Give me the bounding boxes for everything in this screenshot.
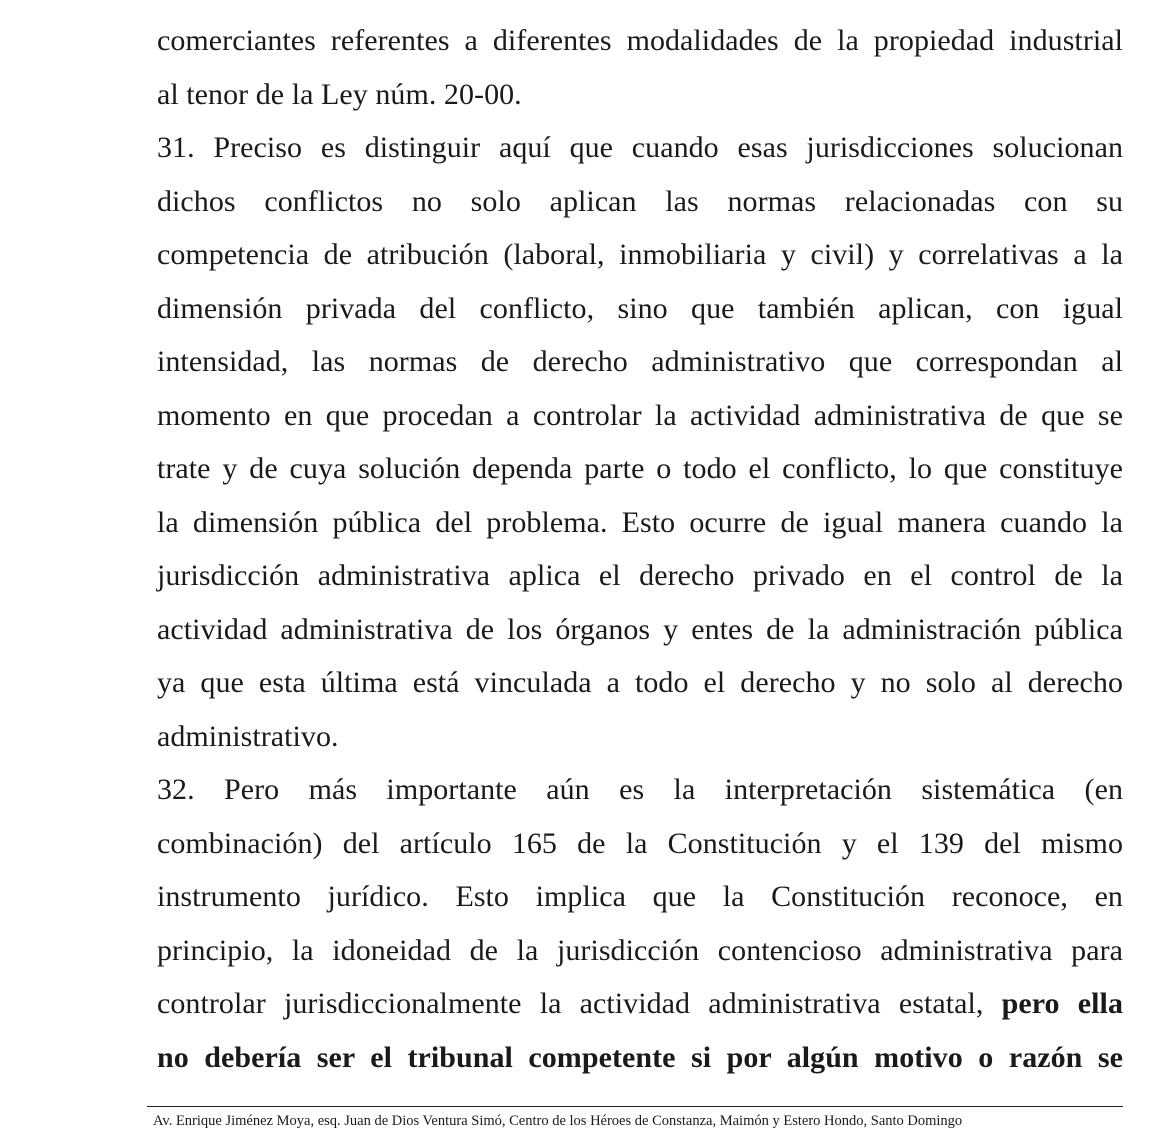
document-body (157, 14, 1123, 1084)
text-line: trate y de cuya solución dependa parte o todo el conflicto, lo que constituye (157, 452, 1123, 485)
paragraph-lines (157, 14, 1123, 977)
text-line: al tenor de la Ley núm. 20-00. (157, 77, 522, 111)
text-line: instrumento jurídico. Esto implica que la Constitución reconoce, en (157, 880, 1123, 913)
text-normal-segment: controlar jurisdiccionalmente la actividad administrativa estatal, (157, 987, 1002, 1020)
text-line: actividad administrativa de los órganos y entes de la administración pública (157, 612, 1123, 646)
text-line: combinación) del artículo 165 de la Constitución y el 139 del mismo (157, 826, 1123, 860)
text-line: dimensión privada del conflicto, sino que también aplican, con igual (157, 291, 1123, 325)
text-line: 31. Preciso es distinguir aquí que cuando esas jurisdicciones solucionan (157, 131, 1123, 164)
footer-address: Av. Enrique Jiménez Moya, esq. Juan de Dios Ventura Simó, Centro de los Héroes de Constanza, Maimón y Estero Hondo, Santo Domingo (153, 1113, 963, 1129)
text-line: principio, la idoneidad de la jurisdicción contencioso administrativa para (157, 933, 1123, 967)
text-line-bold: no debería ser el tribunal competente si por algún motivo o razón se (157, 1040, 1123, 1074)
text-line: ya que esta última está vinculada a todo el derecho y no solo al derecho (157, 666, 1123, 699)
text-line: jurisdicción administrativa aplica el derecho privado en el control de la (157, 559, 1123, 592)
footer-divider (147, 1106, 1123, 1107)
text-line: dichos conflictos no solo aplican las normas relacionadas con su (157, 184, 1123, 218)
text-line: momento en que procedan a controlar la actividad administrativa de que se (157, 398, 1123, 432)
text-line: intensidad, las normas de derecho administrativo que correspondan al (157, 345, 1123, 378)
text-line-mixed (157, 977, 1123, 1031)
text-line: 32. Pero más importante aún es la interpretación sistemática (en (157, 773, 1123, 806)
text-line: comerciantes referentes a diferentes modalidades de la propiedad industrial (157, 24, 1123, 57)
text-line: la dimensión pública del problema. Esto ocurre de igual manera cuando la (157, 505, 1123, 539)
text-line: administrativo. (157, 719, 339, 753)
text-bold-segment: pero ella (1001, 987, 1123, 1020)
text-line: competencia de atribución (laboral, inmobiliaria y civil) y correlativas a la (157, 238, 1123, 271)
